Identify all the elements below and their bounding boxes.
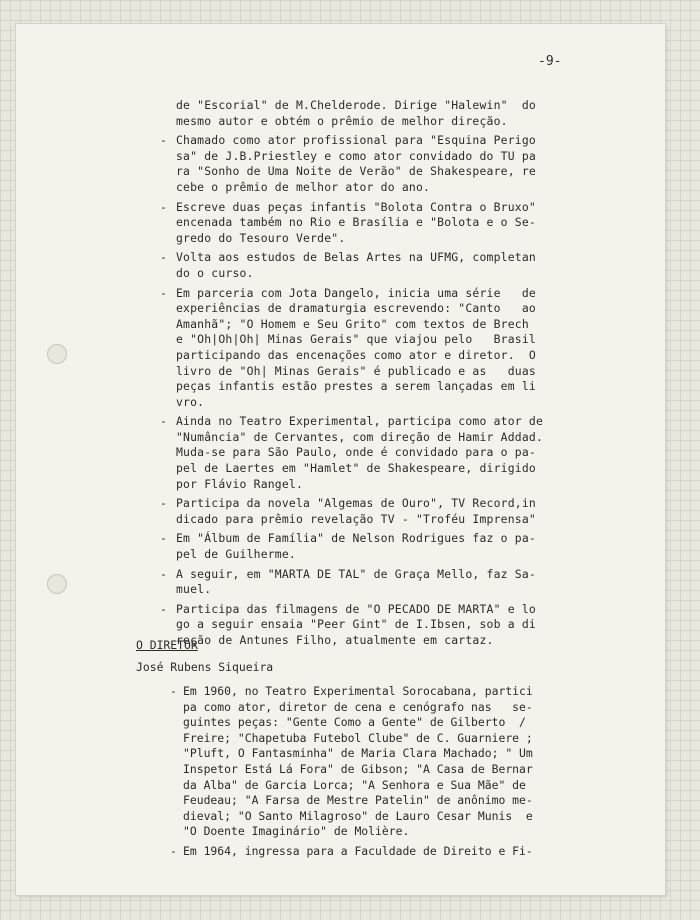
list-item bbox=[160, 567, 580, 598]
text-line: Inspetor Está Lá Fora" de Gibson; "A Casa de Bernar bbox=[183, 761, 533, 776]
text-line: pa como ator, diretor de cena e cenógrafo nas se- bbox=[183, 699, 533, 714]
text-line: guintes peças: "Gente Como a Gente" de Gilberto / bbox=[183, 715, 526, 730]
text-line: Escreve duas peças infantis "Bolota Contra o Bruxo" bbox=[176, 199, 536, 214]
text-line: A seguir, em "MARTA DE TAL" de Graça Mello, faz Sa- bbox=[176, 566, 536, 581]
text-line: Muda-se para São Paulo, onde é convidado para o pa- bbox=[176, 445, 536, 460]
text-line: Freire; "Chapetuba Futebol Clube" de C. Guarniere ; bbox=[183, 730, 533, 745]
text-line: Chamado como ator profissional para "Esquina Perigo bbox=[176, 133, 536, 148]
biography-text bbox=[160, 98, 580, 653]
list-item bbox=[160, 531, 580, 562]
text-line: reção de Antunes Filho, atualmente em cartaz. bbox=[176, 633, 494, 647]
bullet-dash: - bbox=[170, 684, 177, 698]
text-line: pel de Laertes em "Hamlet" de Shakespeare, dirigido bbox=[176, 461, 536, 476]
text-line: Participa das filmagens de "O PECADO DE MARTA" e lo bbox=[176, 601, 536, 616]
text-line: do o curso. bbox=[176, 265, 254, 280]
text-line: Em 1960, no Teatro Experimental Sorocabana, partici bbox=[183, 684, 533, 698]
bullet-dash: - bbox=[160, 601, 168, 616]
list-item bbox=[160, 250, 580, 281]
text-line: muel. bbox=[176, 582, 212, 597]
text-line: go a seguir ensaia "Peer Gint" de I.Ibsen, sob a di bbox=[176, 617, 536, 632]
bullet-dash: - bbox=[160, 133, 168, 148]
text-line: "Pluft, O Fantasminha" de Maria Clara Machado; " Um bbox=[183, 746, 533, 761]
list-item bbox=[160, 133, 580, 195]
text-line: Ainda no Teatro Experimental, participa como ator de bbox=[176, 414, 544, 429]
text-line: e "Oh|Oh|Oh| Minas Gerais" que viajou pelo Brasil bbox=[176, 332, 536, 347]
bullet-dash: - bbox=[160, 496, 168, 511]
text-line: livro de "Oh| Minas Gerais" é publicado e as duas bbox=[176, 363, 536, 378]
text-line: "Numância" de Cervantes, com direção de Hamir Addad. bbox=[176, 429, 544, 444]
text-line: da Alba" de Garcia Lorca; "A Senhora e Sua Mãe" de bbox=[183, 777, 526, 792]
text-line: Em "Álbum de Família" de Nelson Rodrigues faz o pa- bbox=[176, 531, 536, 546]
bullet-dash: - bbox=[170, 843, 177, 858]
text-line: sa" de J.B.Priestley e como ator convidado do TU pa bbox=[176, 148, 536, 163]
text-line: Volta aos estudos de Belas Artes na UFMG, completan bbox=[176, 250, 536, 265]
text-line: por Flávio Rangel. bbox=[176, 476, 304, 491]
text-line: "O Doente Imaginário" de Molière. bbox=[183, 824, 410, 839]
list-item bbox=[160, 602, 580, 649]
text-line: Participa da novela "Algemas de Ouro", TV Record,in bbox=[176, 496, 536, 511]
director-biography bbox=[170, 684, 570, 864]
bullet-dash: - bbox=[160, 531, 168, 546]
intro-paragraph bbox=[160, 98, 580, 129]
text-line: de "Escorial" de M.Chelderode. Dirige "Halewin" do bbox=[176, 98, 536, 112]
text-line: peças infantis estão prestes a serem lançadas em li bbox=[176, 379, 536, 394]
list-item bbox=[160, 286, 580, 411]
text-line: Feudeau; "A Farsa de Mestre Patelin" de anônimo me- bbox=[183, 793, 533, 808]
list-item bbox=[160, 200, 580, 247]
text-line: gredo do Tesouro Verde". bbox=[176, 230, 346, 245]
text-line: dicado para prêmio revelação TV - "Troféu Imprensa" bbox=[176, 511, 536, 526]
list-item bbox=[170, 844, 570, 860]
punch-hole bbox=[47, 574, 67, 594]
text-line: participando das encenações como ator e diretor. O bbox=[176, 347, 536, 362]
punch-hole bbox=[47, 344, 67, 364]
text-line: dieval; "O Santo Milagroso" de Lauro Cesar Munis e bbox=[183, 808, 533, 823]
text-line: ra "Sonho de Uma Noite de Verão" de Shakespeare, re bbox=[176, 164, 536, 179]
bullet-dash: - bbox=[160, 199, 168, 214]
text-line: cebe o prêmio de melhor ator do ano. bbox=[176, 179, 431, 194]
text-line: Em 1964, ingressa para a Faculdade de Direito e Fi- bbox=[183, 843, 533, 858]
page-number: -9- bbox=[538, 54, 562, 69]
text-line: encenada também no Rio e Brasília e "Bolota e o Se- bbox=[176, 215, 536, 230]
list-item bbox=[170, 684, 570, 840]
bullet-dash: - bbox=[160, 566, 168, 581]
text-line: Amanhã"; "O Homem e Seu Grito" com textos de Brech bbox=[176, 316, 529, 331]
text-line: experiências de dramaturgia escrevendo: "Canto ao bbox=[176, 301, 536, 316]
list-item bbox=[160, 496, 580, 527]
text-line: vro. bbox=[176, 394, 205, 409]
text-line: Em parceria com Jota Dangelo, inicia uma série de bbox=[176, 285, 536, 300]
director-name: José Rubens Siqueira bbox=[136, 660, 274, 674]
bullet-dash: - bbox=[160, 414, 168, 429]
list-item bbox=[160, 414, 580, 492]
bullet-dash: - bbox=[160, 250, 168, 265]
section-title: O DIRETOR bbox=[136, 638, 198, 652]
text-line: mesmo autor e obtém o prêmio de melhor direção. bbox=[176, 113, 508, 128]
text-line: pel de Guilherme. bbox=[176, 547, 296, 562]
bullet-dash: - bbox=[160, 285, 168, 300]
